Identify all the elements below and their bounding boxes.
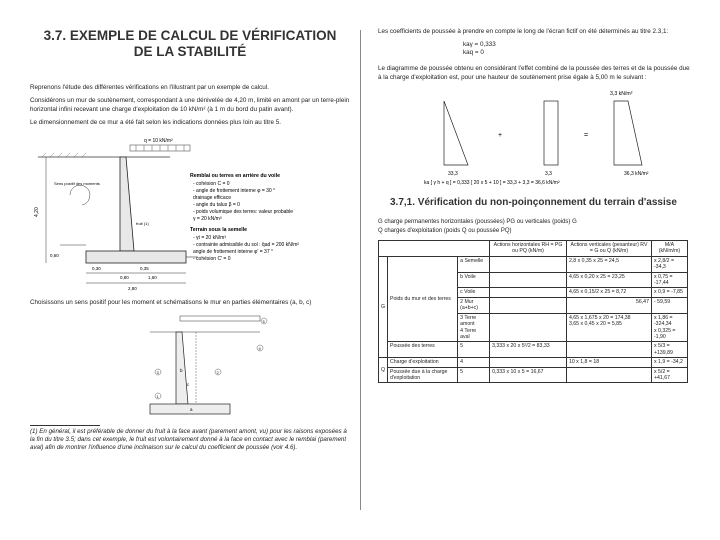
header-moment: M/A (kN/m/m) [651, 241, 687, 257]
table-row [379, 367, 688, 383]
surcharge-rectangle [544, 101, 558, 165]
g-definition: G charge permanentes horizontales (poussées) PG ou verticales (poids) G [378, 219, 577, 226]
intro-paragraph: Reprenons l'étude des différentes vérifications en l'illustrant par un exemple de calcul. [30, 84, 269, 91]
diag-value-3: 36,3 kN/m² [624, 171, 649, 178]
verification-table [378, 240, 688, 383]
wall-stem [120, 157, 134, 251]
row-label-charge: Charge d'exploitation [388, 358, 458, 367]
dimension-note: Le dimensionnement de ce mur a été fait selon les indications données plus loin au titre 5. [30, 119, 281, 127]
toe-width: 0,30 [92, 265, 101, 271]
v-charge: 10 x 1,8 [568, 359, 588, 366]
load-label: q = 10 kN/m² [144, 137, 173, 144]
terrain-angle: angle de frottement interne φ' = 37 ° [193, 248, 273, 255]
semelle-label: Semelle [464, 257, 484, 264]
height-dim: 4,20 [34, 206, 40, 217]
fruit-label: fruit (1) [136, 220, 149, 226]
table-row [379, 342, 688, 358]
h-poussee: 3,333 x 20 x 5²/2 = 83,33 [490, 342, 567, 358]
moment-arrow-icon [70, 185, 90, 205]
v-aval: 3,65 x 0,45 x 20 [568, 321, 606, 328]
table-row: c Voile 4,65 x 0,15/2 x 25 = 8,72 x 0,9 = -7,85 [379, 288, 688, 297]
heel-dim: 0,35 [140, 265, 149, 271]
remblai-cohesion: - cohésion C = 0 [193, 180, 230, 187]
m-c: x 0,9 = -7,85 [651, 288, 687, 297]
m-mur: - 59,59 [651, 297, 687, 313]
m-amont: x 1,86 = -324,34 [653, 314, 673, 328]
voile-label-2: Voile [464, 289, 476, 296]
r-a: 24,5 [608, 257, 620, 264]
terrain-cohesion: - cohésion C' = 0 [193, 255, 231, 262]
row-b: b [460, 273, 463, 280]
coef-k-gamma: kaγ = 0,333 [463, 41, 496, 49]
m-charge: x 1,9 = -34,2 [651, 358, 687, 367]
m-a: x 2,8/2 = -34,3 [651, 256, 687, 272]
table-row: b Voile 4,65 x 0,20 x 25 = 23,25 x 0,75 = -17,44 [379, 272, 688, 288]
footing [86, 251, 186, 263]
row-5-marker: 5 [458, 342, 490, 358]
r-aval: 5,85 [611, 321, 622, 328]
group-g: G [379, 256, 388, 357]
v-a: 2,8 x 0,35 x 25 [568, 257, 603, 264]
soil-pressure-triangle [444, 101, 468, 165]
moment-label: Sens positif des moments [54, 180, 100, 186]
row-q4-marker: 4 [458, 358, 490, 367]
row-2-marker: 2 [460, 298, 463, 305]
sign-convention-paragraph: Choisissons un sens positif pour les moment et schématisons le mur en parties élémentaires (a, b, c) [30, 298, 312, 306]
part-a-label: a [190, 407, 193, 413]
part-1-marker: 1 [156, 393, 159, 399]
m-poussee: x 5/3 = +139,89 [651, 342, 687, 358]
voile-label-1: Voile [464, 273, 476, 280]
remblai-drainage: drainage efficace [193, 194, 231, 201]
toe-dim: 1,60 [148, 274, 157, 280]
row-label-poussee-charge: Poussée due à la charge d'exploitation [388, 367, 458, 383]
group-q: Q [379, 358, 388, 383]
diag-value-2: 3,3 [545, 171, 552, 178]
right-column [378, 28, 690, 383]
title-line-2: DE LA STABILITÉ [133, 44, 247, 59]
terrain-title: Terrain sous la semelle [190, 226, 247, 233]
remblai-talus: - angle du talus β = 0 [193, 201, 240, 208]
table-row: G Poids du mur et des terres a Semelle 2,8 x 0,35 x 25 = 24,5 x 2,8/2 = -34,3 [379, 256, 688, 272]
total-width: 2,80 [128, 285, 137, 291]
row-4-marker: 4 [460, 327, 463, 334]
row-c: c [460, 289, 463, 296]
row-q5-marker: 5 [458, 367, 490, 383]
aval-label: Terre aval [460, 327, 477, 340]
r-b: 23,25 [611, 273, 625, 280]
part-b-label: b [180, 368, 183, 374]
diag-top-value: 3,3 kN/m² [610, 91, 633, 98]
v-c: 4,65 x 0,15/2 x 25 [568, 289, 611, 296]
title-line-1: 3.7. EXEMPLE DE CALCUL DE VÉRIFICATION [43, 28, 337, 43]
remblai-gamma: γ = 20 kN/m³ [193, 215, 222, 222]
part-4-marker: 4 [258, 345, 261, 351]
equals-sign: = [584, 132, 589, 140]
row-a: a [460, 257, 463, 264]
column-divider [360, 30, 361, 510]
table-row: 3 Terre amont 4 Terre aval 4,65 x 1,675 x 20 = 174,38 3,65 x 0,45 x 20 = 5,85 x 1,86 = -324,34 x 0,325 = -1,90 [379, 313, 688, 342]
pressure-diagram [378, 87, 690, 185]
footnote: (1) En général, il est préférable de donner du fruit à la face avant (parement amont, vu) pour les raisons exposées à la fin du titre 3.5; dans cet exemple, le fruit est volontairement donné à la face en contact avec le remblai (parement aval) afin de montrer l'influence d'une inclinaison sur le calcul du coefficient de poussée (voir 4.6). [30, 428, 347, 452]
r-charge: 18 [593, 359, 600, 366]
header-horizontal: Actions horizontales RH = PG ou PQ (kN/m) [490, 241, 567, 257]
diag-value-1: 33,3 [448, 171, 458, 178]
r-c: 8,72 [616, 289, 627, 296]
table-row: Q Charge d'exploitation 4 10 x 1,8 = 18 x 1,9 = -34,2 [379, 358, 688, 367]
v-b: 4,65 x 0,20 x 25 [568, 273, 606, 280]
remblai-title: Remblai ou terres en arrière du voile [190, 172, 280, 179]
part-5-marker: 5 [262, 318, 265, 324]
subsection-title: 3.7,1. Vérification du non-poinçonnement du terrain d'assise [390, 197, 677, 209]
wall-cross-section-figure [30, 133, 350, 293]
amont-label: Terre amont [460, 314, 477, 328]
row-3-marker: 3 [460, 314, 463, 321]
left-column [30, 28, 350, 458]
diagram-paragraph: Le diagramme de poussée obtenu en considérant l'effet combiné de la poussée des terres et de la poussée due à la charge d'exploitation est, pour une hauteur de soutènement prise égale à 5,00 m le suivant : [378, 65, 690, 81]
table-header-row [379, 241, 688, 257]
plus-sign: + [498, 132, 503, 140]
part-3-marker: 3 [156, 369, 159, 375]
terrain-qad: - contrainte admissible du sol : q̄ad = 200 kN/m² [193, 241, 300, 248]
m-pcharge: x 5/2 = +41,67 [651, 367, 687, 383]
stem-width: 0,80 [120, 274, 129, 280]
header-vertical: Actions verticales (pesanteur) RV = G ou Q (kN/m) [566, 241, 651, 257]
wall-description: Considérons un mur de soutènement, correspondant à une dénivelée de 4,20 m, limité en amont par un terre-plein horizontal infini recevant une charge d'exploitation de 10 kN/m² (à 1 m du bord du patin avant). [30, 97, 350, 113]
v-amont: 4,65 x 1,675 x 20 [568, 314, 609, 321]
coefficients-paragraph: Les coefficients de poussée à prendre en compte le long de l'écran fictif on été déterminés au titre 2.3,1: [378, 28, 669, 35]
part-2-marker: 2 [216, 369, 219, 375]
diag-formula: ka [ γ h + q ] = 0,333 [ 20 x 5 + 10 ] = 33,3 + 3,3 = 36,6 kN/m² [424, 180, 560, 186]
footnote-rule [30, 425, 100, 426]
remblai-weight: - poids volumique des terres: valeur probable [193, 208, 294, 215]
surface-hatch [42, 153, 86, 157]
h-charge: 0,333 x 10 x 5 = 16,67 [490, 367, 567, 383]
mur-label: Mur (a+b+c) [460, 298, 478, 312]
row-label-poussee: Poussée des terres [388, 342, 458, 358]
part-c-label: c [187, 382, 190, 388]
terrain-gamma: - γt = 20 kN/m³ [193, 234, 226, 241]
row-label-poids: Poids du mur et des terres [388, 256, 458, 341]
elementary-parts-figure [30, 312, 350, 422]
m-aval: x 0,325 = -1,90 [653, 327, 676, 340]
section-title [30, 28, 350, 60]
m-b: x 0,75 = -17,44 [651, 272, 687, 288]
combined-trapezoid [614, 101, 642, 165]
q-definition: Q charges d'exploitation (poids Q ou poussée PQ) [378, 227, 512, 234]
r-mur: 56,47 [566, 297, 651, 313]
r-amont: 174,38 [614, 314, 631, 321]
base-dim: 0,60 [50, 252, 59, 258]
remblai-angle: - angle de frottement interne φ = 30 ° [193, 187, 276, 194]
coef-k-q: kaq = 0 [463, 49, 484, 57]
